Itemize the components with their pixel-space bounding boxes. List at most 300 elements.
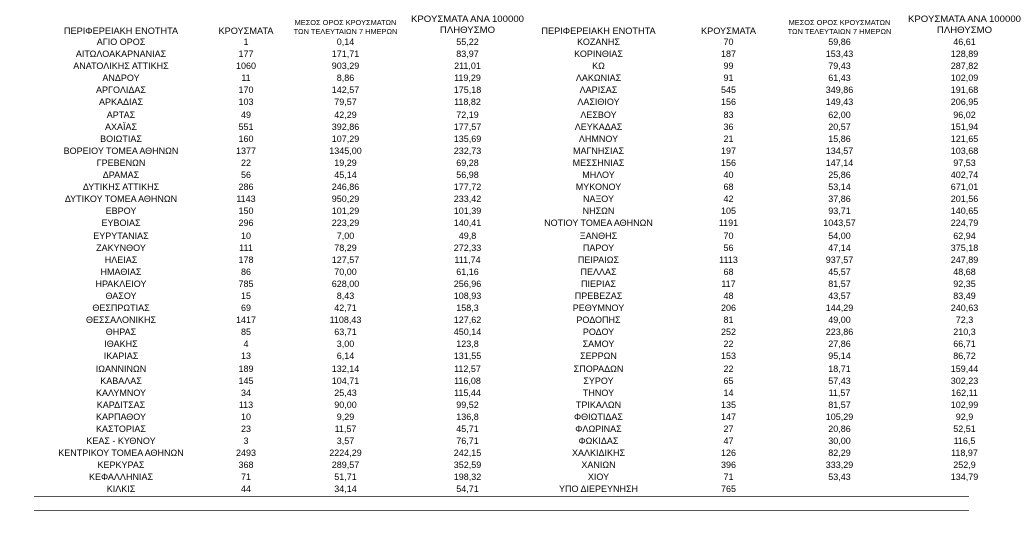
region-cell: ΒΟΙΩΤΙΑΣ xyxy=(100,133,142,144)
cases-cell: 117 xyxy=(721,278,736,289)
per-100k-cell: 162,11 xyxy=(951,387,978,398)
cases-cell: 36 xyxy=(723,121,734,132)
region-cell: ΒΟΡΕΙΟΥ ΤΟΜΕΑ ΑΘΗΝΩΝ xyxy=(63,145,179,156)
per-100k-cell: 177,57 xyxy=(453,121,482,132)
cases-cell: 83 xyxy=(723,109,734,120)
weekly-average-cell: 147,14 xyxy=(825,157,854,168)
weekly-average-cell: 27,86 xyxy=(828,339,851,350)
table-row xyxy=(30,254,524,266)
table-row xyxy=(30,169,524,181)
per-100k-cell: 191,68 xyxy=(950,85,979,96)
region-cell: ΛΑΚΩΝΙΑΣ xyxy=(575,73,622,84)
cases-cell: 396 xyxy=(720,460,737,471)
cases-cell: 147 xyxy=(720,411,737,422)
per-100k-cell: 96,02 xyxy=(953,109,976,120)
table-row xyxy=(30,217,524,229)
cases-cell: 49 xyxy=(240,109,251,120)
region-cell: ΦΩΚΙΔΑΣ xyxy=(578,436,619,447)
cases-cell: 48 xyxy=(723,290,734,301)
table-row xyxy=(30,96,524,108)
cases-cell: 286 xyxy=(238,182,254,193)
region-cell: ΠΕΙΡΑΙΩΣ xyxy=(577,254,620,265)
per-100k-cell: 131,55 xyxy=(453,351,482,362)
weekly-average-cell: 79,43 xyxy=(828,61,851,72)
weekly-average-cell: 153,43 xyxy=(825,49,854,60)
region-cell: ΖΑΚΥΝΘΟΥ xyxy=(96,242,146,253)
weekly-average-cell: 45,14 xyxy=(334,170,357,181)
cases-cell: 21 xyxy=(723,133,734,144)
region-header: ΠΕΡΙΦΕΡΕΙΑΚΗ ΕΝΟΤΗΤΑ xyxy=(541,26,656,36)
region-cell: ΘΕΣΣΑΛΟΝΙΚΗΣ xyxy=(85,315,157,326)
per-100k-cell: 256,96 xyxy=(453,278,482,289)
region-cell: ΠΑΡΟΥ xyxy=(582,242,615,253)
cases-cell: 70 xyxy=(723,37,734,47)
cases-cell: 2493 xyxy=(235,448,257,459)
per-100k-cell: 210,3 xyxy=(953,327,976,338)
weekly-average-cell: 8,86 xyxy=(336,73,355,84)
per-100k-cell: 118,82 xyxy=(454,97,481,108)
region-cell: ΗΡΑΚΛΕΙΟΥ xyxy=(95,278,147,289)
per-100k-cell: 92,9 xyxy=(955,411,974,422)
weekly-average-cell: 105,29 xyxy=(825,411,854,422)
region-cell: ΑΡΤΑΣ xyxy=(106,109,136,120)
weekly-average-cell xyxy=(771,483,908,495)
weekly-average-cell: 1043,57 xyxy=(823,218,856,229)
cases-cell: 252 xyxy=(720,327,737,338)
per-100k-cell: 375,18 xyxy=(950,242,979,253)
table-row xyxy=(30,471,524,483)
cases-cell: 15 xyxy=(240,290,251,301)
weekly-average-cell: 149,43 xyxy=(825,97,854,108)
region-cell: ΜΑΓΝΗΣΙΑΣ xyxy=(572,145,625,156)
weekly-average-cell: 937,57 xyxy=(825,254,854,265)
per-100k-cell: 49,8 xyxy=(458,230,477,241)
weekly-average-cell: 25,43 xyxy=(334,387,357,398)
region-cell: ΑΙΤΩΛΟΑΚΑΡΝΑΝΙΑΣ xyxy=(75,49,167,60)
table-row xyxy=(30,60,524,72)
weekly-average-cell: 144,29 xyxy=(825,303,854,314)
table-row xyxy=(30,48,524,60)
per-100k-cell: 83,97 xyxy=(456,49,479,60)
cases-cell: 69 xyxy=(240,303,251,314)
cases-cell: 10 xyxy=(240,230,251,241)
region-cell: ΑΡΚΑΔΙΑΣ xyxy=(98,97,144,108)
per-100k-cell: 111,74 xyxy=(454,254,481,265)
cases-cell: 177 xyxy=(238,49,254,60)
cases-cell: 22 xyxy=(240,157,251,168)
cases-cell: 551 xyxy=(238,121,254,132)
weekly-average-cell: 11,57 xyxy=(828,387,851,398)
table-row xyxy=(511,36,1021,48)
region-cell: ΥΠΟ ΔΙΕΡΕΥΝΗΣΗ xyxy=(558,484,639,495)
left-header-row xyxy=(30,12,524,36)
weekly-average-cell: 45,57 xyxy=(828,266,851,277)
per-100k-cell: 136,8 xyxy=(456,411,479,422)
region-cell: ΚΑΣΤΟΡΙΑΣ xyxy=(96,424,146,434)
weekly-average-cell: 127,57 xyxy=(331,254,360,265)
cases-cell: 150 xyxy=(238,206,254,217)
table-row xyxy=(30,84,524,96)
region-cell: ΜΥΚΟΝΟΥ xyxy=(575,182,622,193)
per-100k-cell: 352,59 xyxy=(453,460,482,471)
weekly-average-cell: 246,86 xyxy=(331,182,360,193)
weekly-average-cell: 70,00 xyxy=(334,266,357,277)
per-100k-cell: 62,94 xyxy=(953,230,976,241)
per-100k-cell: 134,79 xyxy=(950,472,979,483)
per-100k-header xyxy=(411,12,524,36)
region-cell: ΤΡΙΚΑΛΩΝ xyxy=(575,399,622,410)
per-100k-cell: 55,22 xyxy=(456,37,479,47)
cases-cell: 3 xyxy=(243,436,249,447)
cases-header: ΚΡΟΥΣΜΑΤΑ xyxy=(700,26,757,36)
per-100k-cell: 97,53 xyxy=(953,157,976,168)
table-row xyxy=(511,96,1021,108)
table-row xyxy=(511,314,1021,326)
cases-cell: 296 xyxy=(238,218,254,229)
weekly-average-header xyxy=(280,12,411,36)
region-cell: ΚΕΦΑΛΛΗΝΙΑΣ xyxy=(88,472,154,483)
cases-cell: 135 xyxy=(720,399,737,410)
table-row xyxy=(511,363,1021,375)
weekly-average-cell: 47,14 xyxy=(828,242,851,253)
per-100k-cell: 54,71 xyxy=(456,484,479,495)
weekly-average-cell: 223,86 xyxy=(825,327,854,338)
table-row xyxy=(30,181,524,193)
bottom-divider xyxy=(34,496,969,497)
region-cell: ΣΕΡΡΩΝ xyxy=(580,351,617,362)
table-row xyxy=(30,423,524,435)
region-cell: ΕΒΡΟΥ xyxy=(105,206,137,217)
per-100k-cell: 102,09 xyxy=(950,73,979,84)
cases-cell: 1191 xyxy=(718,218,739,229)
region-cell: ΚΕΝΤΡΙΚΟΥ ΤΟΜΕΑ ΑΘΗΝΩΝ xyxy=(58,448,184,459)
cases-cell: 22 xyxy=(723,363,734,374)
table-row xyxy=(30,133,524,145)
per-100k-cell: 198,32 xyxy=(453,472,482,483)
table-row xyxy=(30,375,524,387)
weekly-average-cell: 950,29 xyxy=(331,194,360,205)
per-100k-cell: 66,71 xyxy=(953,339,976,350)
per-100k-cell: 48,68 xyxy=(953,266,976,277)
cases-cell: 153 xyxy=(720,351,737,362)
cases-cell: 765 xyxy=(720,484,737,495)
region-cell: ΛΑΣΙΘΙΟΥ xyxy=(577,97,620,108)
weekly-average-cell: 61,43 xyxy=(828,73,851,84)
region-cell: ΛΕΣΒΟΥ xyxy=(580,109,617,120)
region-cell: ΣΥΡΟΥ xyxy=(583,375,614,386)
table-row xyxy=(511,60,1021,72)
weekly-average-cell: 42,71 xyxy=(334,303,357,314)
weekly-average-cell: 43,57 xyxy=(828,290,851,301)
per-100k-cell: 671,01 xyxy=(950,182,979,193)
per-100k-cell: 158,3 xyxy=(456,303,479,314)
per-100k-cell: 211,01 xyxy=(454,61,481,72)
region-cell: ΑΧΑΪΑΣ xyxy=(104,121,138,132)
region-cell: ΘΕΣΠΡΩΤΙΑΣ xyxy=(92,303,150,314)
weekly-average-cell: 1108,43 xyxy=(329,315,362,326)
per-100k-cell: 45,71 xyxy=(456,424,479,434)
region-cell: ΚΑΒΑΛΑΣ xyxy=(100,375,142,386)
region-cell: ΜΕΣΣΗΝΙΑΣ xyxy=(572,157,625,168)
region-cell: ΤΗΝΟΥ xyxy=(582,387,615,398)
weekly-average-cell: 6,14 xyxy=(336,351,355,362)
cases-cell: 368 xyxy=(238,460,254,471)
table-row xyxy=(511,483,1021,495)
table-row xyxy=(30,302,524,314)
region-cell: ΡΟΔΟΠΗΣ xyxy=(576,315,621,326)
table-row xyxy=(511,217,1021,229)
region-cell: ΔΡΑΜΑΣ xyxy=(102,170,140,181)
cases-cell: 111 xyxy=(239,242,253,253)
region-cell: ΑΝΔΡΟΥ xyxy=(102,73,140,84)
cases-cell: 178 xyxy=(238,254,254,265)
cases-cell: 99 xyxy=(723,61,734,72)
region-cell: ΗΛΕΙΑΣ xyxy=(104,254,138,265)
cases-header: ΚΡΟΥΣΜΑΤΑ xyxy=(218,26,274,36)
weekly-average-cell: 3,00 xyxy=(336,339,355,350)
cases-cell: 86 xyxy=(240,266,251,277)
table-row xyxy=(30,121,524,133)
cases-cell: 1 xyxy=(243,37,249,47)
table-row xyxy=(511,169,1021,181)
per-100k-cell: 115,44 xyxy=(454,387,481,398)
weekly-average-cell: 142,57 xyxy=(331,85,360,96)
table-row xyxy=(30,483,524,495)
per-100k-cell xyxy=(908,483,1021,495)
table-row xyxy=(30,230,524,242)
cases-cell: 70 xyxy=(723,230,734,241)
table-row xyxy=(511,326,1021,338)
per-100k-cell: 140,65 xyxy=(950,206,979,217)
region-cell: ΜΗΛΟΥ xyxy=(582,170,615,181)
per-100k-cell: 240,63 xyxy=(950,303,979,314)
cases-cell: 23 xyxy=(240,424,251,434)
weekly-average-cell: 54,00 xyxy=(828,230,851,241)
per-100k-cell: 118,97 xyxy=(951,448,978,459)
per-100k-cell: 123,8 xyxy=(456,339,479,350)
weekly-average-cell: 2224,29 xyxy=(329,448,362,459)
region-cell: ΝΗΣΩΝ xyxy=(582,206,615,217)
weekly-average-header-line1: ΜΕΣΟΣ ΟΡΟΣ ΚΡΟΥΣΜΑΤΩΝ xyxy=(788,18,891,27)
per-100k-cell: 135,69 xyxy=(453,133,482,144)
per-100k-cell: 302,23 xyxy=(950,375,979,386)
region-cell: ΝΟΤΙΟΥ ΤΟΜΕΑ ΑΘΗΝΩΝ xyxy=(544,218,653,229)
table-row xyxy=(30,399,524,411)
weekly-average-cell: 62,00 xyxy=(828,109,851,120)
per-100k-cell: 206,95 xyxy=(950,97,979,108)
per-100k-header-line2: ΠΛΗΘΥΣΜΟ xyxy=(936,25,993,36)
table-row xyxy=(511,84,1021,96)
per-100k-cell: 121,65 xyxy=(950,133,979,144)
cases-cell: 44 xyxy=(240,484,251,495)
weekly-average-cell: 107,29 xyxy=(331,133,360,144)
table-row xyxy=(30,193,524,205)
cases-cell: 156 xyxy=(720,97,737,108)
weekly-average-cell: 53,43 xyxy=(828,472,851,483)
cases-cell: 170 xyxy=(238,85,254,96)
per-100k-cell: 128,89 xyxy=(950,49,979,60)
region-cell: ΗΜΑΘΙΑΣ xyxy=(100,266,142,277)
per-100k-cell: 103,68 xyxy=(950,145,979,156)
table-row xyxy=(30,350,524,362)
per-100k-header xyxy=(908,12,1021,36)
cases-cell: 545 xyxy=(720,85,737,96)
per-100k-cell: 402,74 xyxy=(950,170,979,181)
table-row xyxy=(511,145,1021,157)
table-row xyxy=(511,121,1021,133)
table-row xyxy=(511,193,1021,205)
table-row xyxy=(30,205,524,217)
per-100k-cell: 242,15 xyxy=(453,448,482,459)
cases-cell: 189 xyxy=(238,363,254,374)
cases-cell: 156 xyxy=(720,157,737,168)
weekly-average-cell: 0,14 xyxy=(336,37,355,47)
table-row xyxy=(30,447,524,459)
region-cell: ΡΕΘΥΜΝΟΥ xyxy=(572,303,625,314)
left-cases-table xyxy=(30,12,524,496)
per-100k-cell: 101,39 xyxy=(453,206,482,217)
per-100k-cell: 233,42 xyxy=(453,194,482,205)
region-cell: ΝΑΞΟΥ xyxy=(582,194,615,205)
cases-cell: 126 xyxy=(720,448,737,459)
weekly-average-cell: 53,14 xyxy=(828,182,851,193)
per-100k-cell: 140,41 xyxy=(453,218,482,229)
left-table-body xyxy=(30,36,524,496)
weekly-average-cell: 392,86 xyxy=(331,121,360,132)
right-header-row xyxy=(511,12,1021,36)
region-cell: ΙΘΑΚΗΣ xyxy=(104,339,138,350)
region-header: ΠΕΡΙΦΕΡΕΙΑΚΗ ΕΝΟΤΗΤΑ xyxy=(63,26,179,36)
cases-cell: 1377 xyxy=(235,145,257,156)
cases-cell: 71 xyxy=(723,472,734,483)
table-row xyxy=(30,314,524,326)
region-cell: ΚΟΡΙΝΘΙΑΣ xyxy=(574,49,623,60)
table-row xyxy=(30,266,524,278)
cases-cell: 68 xyxy=(723,182,734,193)
weekly-average-cell: 9,29 xyxy=(336,411,355,422)
cases-cell: 10 xyxy=(240,411,251,422)
cases-cell: 56 xyxy=(240,170,251,181)
table-row xyxy=(511,447,1021,459)
region-cell: ΑΓΙΟ ΟΡΟΣ xyxy=(96,37,146,47)
table-row xyxy=(511,109,1021,121)
region-cell: ΑΝΑΤΟΛΙΚΗΣ ΑΤΤΙΚΗΣ xyxy=(73,61,169,72)
weekly-average-cell: 11,57 xyxy=(334,424,357,434)
per-100k-cell: 201,56 xyxy=(950,194,979,205)
per-100k-cell: 69,28 xyxy=(456,157,479,168)
region-cell: ΚΙΛΚΙΣ xyxy=(106,484,136,495)
table-row xyxy=(511,290,1021,302)
cases-cell: 1417 xyxy=(235,315,257,326)
region-cell: ΚΑΡΠΑΘΟΥ xyxy=(95,411,147,422)
table-row xyxy=(511,459,1021,471)
weekly-average-header-line2: ΤΩΝ ΤΕΛΕΥΤΑΙΩΝ 7 ΗΜΕΡΩΝ xyxy=(293,27,398,36)
cases-cell: 105 xyxy=(720,206,737,217)
table-row xyxy=(30,290,524,302)
cases-cell: 113 xyxy=(238,399,254,410)
region-cell: ΚΕΑΣ - ΚΥΘΝΟΥ xyxy=(86,436,156,447)
weekly-average-cell: 20,57 xyxy=(828,121,851,132)
region-cell: ΣΠΟΡΑΔΩΝ xyxy=(573,363,624,374)
weekly-average-header-line1: ΜΕΣΟΣ ΟΡΟΣ ΚΡΟΥΣΜΑΤΩΝ xyxy=(294,18,397,27)
weekly-average-cell: 93,71 xyxy=(828,206,851,217)
table-row xyxy=(30,72,524,84)
table-row xyxy=(511,302,1021,314)
weekly-average-cell: 19,29 xyxy=(334,157,357,168)
table-row xyxy=(511,423,1021,435)
region-cell: ΧΙΟΥ xyxy=(587,472,610,483)
per-100k-cell: 232,73 xyxy=(453,145,482,156)
region-cell: ΚΑΛΥΜΝΟΥ xyxy=(95,387,147,398)
table-row xyxy=(511,48,1021,60)
per-100k-header-line1: ΚΡΟΥΣΜΑΤΑ ΑΝΑ 100000 xyxy=(411,14,524,25)
cases-cell: 68 xyxy=(723,266,734,277)
per-100k-cell: 99,52 xyxy=(456,399,479,410)
weekly-average-cell: 81,57 xyxy=(828,399,851,410)
cases-cell: 187 xyxy=(720,49,737,60)
cases-cell: 91 xyxy=(723,73,734,84)
weekly-average-cell: 63,71 xyxy=(334,327,357,338)
weekly-average-cell: 3,57 xyxy=(336,436,355,447)
region-cell: ΠΕΛΛΑΣ xyxy=(580,266,617,277)
cases-cell: 56 xyxy=(723,242,734,253)
table-row xyxy=(511,350,1021,362)
cases-cell: 81 xyxy=(723,315,734,326)
per-100k-header-line1: ΚΡΟΥΣΜΑΤΑ ΑΝΑ 100000 xyxy=(908,14,1021,25)
table-row xyxy=(30,363,524,375)
right-cases-table xyxy=(511,12,1021,496)
weekly-average-cell: 628,00 xyxy=(331,278,360,289)
weekly-average-cell: 132,14 xyxy=(331,363,360,374)
table-row xyxy=(511,72,1021,84)
weekly-average-cell: 82,29 xyxy=(828,448,851,459)
per-100k-cell: 247,89 xyxy=(950,254,979,265)
per-100k-cell: 252,9 xyxy=(953,460,976,471)
per-100k-cell: 86,72 xyxy=(953,351,976,362)
region-cell: ΧΑΝΙΩΝ xyxy=(581,460,616,471)
per-100k-cell: 177,72 xyxy=(453,182,482,193)
table-row xyxy=(30,411,524,423)
per-100k-cell: 72,19 xyxy=(456,109,479,120)
per-100k-cell: 116,08 xyxy=(454,375,481,386)
region-cell: ΚΑΡΔΙΤΣΑΣ xyxy=(96,399,146,410)
weekly-average-cell: 18,71 xyxy=(828,363,851,374)
weekly-average-cell: 15,86 xyxy=(828,133,851,144)
cases-cell: 34 xyxy=(240,387,251,398)
weekly-average-cell: 7,00 xyxy=(336,230,355,241)
table-row xyxy=(30,387,524,399)
cases-cell: 11 xyxy=(241,73,251,84)
cases-cell: 85 xyxy=(240,327,251,338)
cases-cell: 103 xyxy=(238,97,254,108)
table-row xyxy=(511,266,1021,278)
table-row xyxy=(511,338,1021,350)
per-100k-cell: 287,82 xyxy=(950,61,979,72)
table-row xyxy=(511,157,1021,169)
cases-cell: 27 xyxy=(723,424,734,434)
table-row xyxy=(30,242,524,254)
weekly-average-cell: 34,14 xyxy=(334,484,357,495)
per-100k-cell: 116,5 xyxy=(953,436,976,447)
weekly-average-cell: 57,43 xyxy=(828,375,851,386)
region-cell: ΔΥΤΙΚΟΥ ΤΟΜΕΑ ΑΘΗΝΩΝ xyxy=(64,194,178,205)
region-cell: ΛΑΡΙΣΑΣ xyxy=(579,85,618,96)
bottom-divider-lower xyxy=(34,510,969,511)
table-row xyxy=(511,133,1021,145)
cases-cell: 71 xyxy=(240,472,251,483)
per-100k-cell: 108,93 xyxy=(453,290,482,301)
table-row xyxy=(511,278,1021,290)
